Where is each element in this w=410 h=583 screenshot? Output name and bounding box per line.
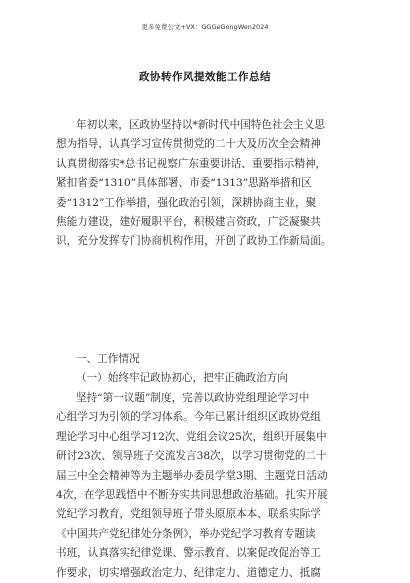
paragraph-line: 年初以来，区政协坚持以*新时代中国特色社会主义思 <box>76 119 325 131</box>
paragraph-line: 作要求，切实增强政治定力、纪律定力、道德定力、抵腐 <box>56 566 321 579</box>
paragraph-line: 紧扣省委“1310”具体部署、市委“1313”思路举措和区 <box>56 177 312 190</box>
paragraph-line: 研讨23次、领导班子交流发言38次，以学习贯彻党的二十 <box>56 450 327 463</box>
body-paragraph <box>56 389 350 583</box>
paragraph-line: 理论学习中心组学习12次、党组会议25次，组织开展集中 <box>56 430 327 443</box>
sub-heading-text: （一）始终牢记政协初心，把牢正确政治方向 <box>76 372 288 384</box>
intro-paragraph <box>56 116 350 252</box>
paragraph-line: 想为指导，认真学习宣传贯彻党的二十大及历次全会精神 <box>56 138 321 151</box>
paragraph-line: 届三中全会精神等为主题举办委员学堂3期、主题党日活动 <box>56 469 328 482</box>
paragraph-line: 党纪学习教育，党组领导班子带头原原本本、联系实际学 <box>56 508 321 521</box>
paragraph-line: 认真贯彻落实*总书记视察广东重要讲话、重要指示精神， <box>56 157 327 170</box>
paragraph-line: 4次，在学思践悟中不断夯实共同思想政治基础。扎实开展 <box>56 488 328 501</box>
section-heading-text: 一、工作情况 <box>76 353 140 365</box>
paragraph-line: 识，充分发挥专门协商机构作用，开创了政协工作新局面。 <box>56 235 332 248</box>
document-title: 政协转作风提效能工作总结 <box>139 71 271 83</box>
paragraph-line: 委“1312”工作举措，强化政治引领，深耕协商主业，聚 <box>56 196 317 209</box>
paragraph-line: 《中国共产党纪律处分条例》，举办党纪学习教育专题读 <box>56 527 316 540</box>
sub-heading <box>56 369 350 388</box>
paragraph-line: 焦能力建设，建好履职平台，积极建言资政，广泛凝聚共 <box>56 215 321 228</box>
section-heading <box>56 350 350 369</box>
header-note: 更多免费公文+VX：GGGeGongWen2024 <box>141 23 269 31</box>
paragraph-line: 书班，认真落实纪律党课、警示教育、以案促改促治等工 <box>56 547 321 560</box>
paragraph-line: 坚持“第一议题”制度，完善以政协党组理论学习中 <box>76 392 310 404</box>
paragraph-line: 心组学习为引领的学习体系。今年已累计组织区政协党组 <box>56 411 321 424</box>
